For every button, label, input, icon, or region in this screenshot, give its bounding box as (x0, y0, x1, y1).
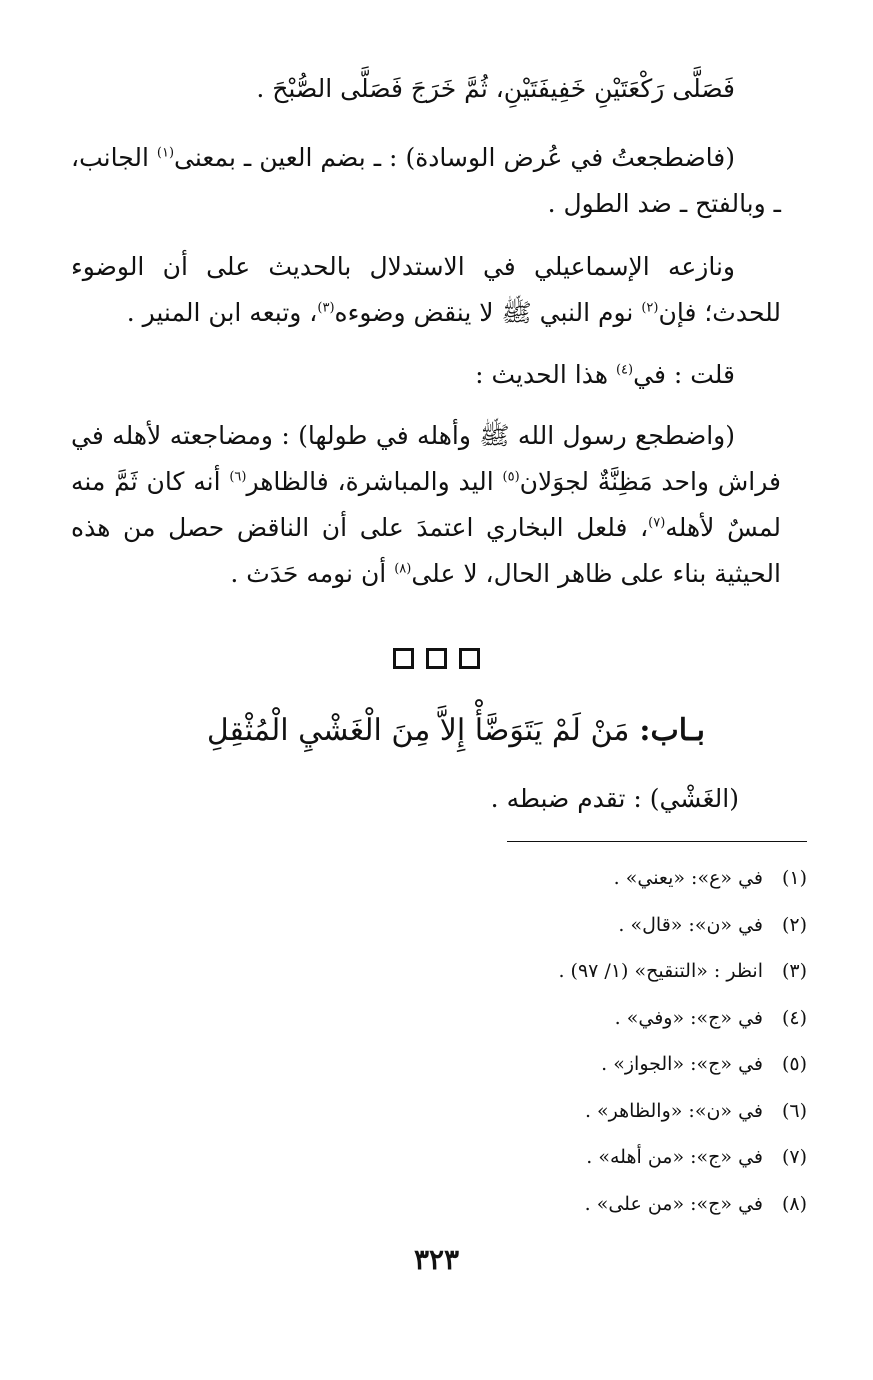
square-ornament-icon (459, 648, 480, 669)
commentary-text: أنه كان ثَمَّ منه لمسٌ لأهله (71, 467, 782, 542)
hadith-text: فَصَلَّى رَكْعَتَيْنِ خَفِيفَتَيْنِ، ثُمَّ خَرَجَ فَصَلَّى الصُّبْحَ . (256, 74, 735, 103)
page-number: ٣٢٣ (413, 1243, 460, 1276)
commentary-text: نوم النبي ﷺ لا ينقض وضوءه (334, 298, 642, 327)
footnote-number: (٦) (781, 1099, 807, 1122)
footnote-number: (٤) (781, 1006, 807, 1029)
commentary-text: هذا الحديث : (475, 360, 616, 389)
footnote-item (407, 948, 807, 995)
footnotes-list (407, 855, 807, 1227)
footnote-item (407, 1088, 807, 1135)
footnote-number: (٧) (781, 1146, 807, 1168)
footnote-number: (٨) (781, 1192, 807, 1215)
footnote-item (407, 1041, 807, 1088)
footnote-text: في «ج»: «من أهله» . (586, 1146, 763, 1168)
footnote-item (407, 855, 807, 902)
ghashy-note: (الغَشْي) : تقدم ضبطه . (490, 784, 739, 813)
chapter-heading (207, 706, 705, 756)
commentary-text: الجانب، ـ وبالفتح ـ ضد الطول . (71, 143, 781, 218)
footnote-number: (٥) (781, 1053, 807, 1075)
footnote-mark: (٦) (229, 469, 247, 485)
commentary-paragraph-3 (71, 352, 781, 398)
footnote-text: في «ج»: «من على» . (584, 1192, 763, 1215)
footnote-mark: (٧) (648, 515, 666, 531)
footnote-mark: (٨) (394, 561, 412, 577)
chapter-label: بـاب: (639, 713, 705, 748)
footnote-mark: (٢) (641, 300, 659, 316)
footnote-text: في «ع»: «يعني» . (613, 867, 763, 889)
footnote-mark: (١) (156, 145, 175, 161)
commentary-text: قلت : في (633, 360, 735, 389)
section-separator (0, 648, 873, 673)
footnote-mark: (٥) (502, 469, 520, 485)
commentary-text: (فاضطجعتُ في عُرض الوسادة) : ـ بضم العين ـ بمعنى (174, 143, 735, 172)
footnote-text: انظر : «التنقيح» (١/ ٩٧) . (558, 960, 763, 982)
commentary-text: (واضطجع رسول الله ﷺ وأهله في طولها) : ومضاجعته لأهله في فراش واحد مَظِنَّةٌ لجوَلان (71, 421, 781, 496)
commentary-paragraph-4 (71, 413, 781, 597)
footnote-item (407, 1181, 807, 1228)
footnote-text: في «ن»: «والظاهر» . (584, 1099, 763, 1122)
footnote-item (407, 902, 807, 949)
commentary-text: ، فلعل البخاري اعتمدَ على أن الناقض حصل من هذه الحيثية بناء على ظاهر الحال، لا على (71, 513, 781, 588)
footnote-item (407, 1134, 807, 1181)
commentary-text: اليد والمباشرة، فالظاهر (246, 467, 503, 496)
chapter-title: مَنْ لَمْ يَتَوَضَّأْ إِلاَّ مِنَ الْغَشْيِ الْمُثْقِلِ (206, 713, 630, 748)
square-ornament-icon (393, 648, 414, 669)
commentary-text: ونازعه الإسماعيلي في الاستدلال بالحديث على أن الوضوء للحدث؛ فإن (71, 252, 781, 327)
footnote-number: (٢) (781, 913, 807, 936)
hadith-text-line (71, 66, 781, 112)
commentary-text: ، وتبعه ابن المنير . (126, 298, 318, 327)
commentary-paragraph-1 (71, 135, 781, 227)
square-ornament-icon (426, 648, 447, 669)
footnote-number: (١) (781, 867, 807, 889)
commentary-text: أن نومه حَدَث . (230, 559, 395, 588)
footnote-mark: (٤) (615, 362, 634, 378)
footnote-text: في «ن»: «قال» . (618, 913, 763, 936)
footnote-text: في «ج»: «وفي» . (614, 1006, 763, 1029)
commentary-paragraph-2 (71, 244, 781, 336)
footnote-item (407, 995, 807, 1042)
footnote-text: في «ج»: «الجواز» . (601, 1053, 763, 1075)
footnote-mark: (٣) (317, 300, 335, 316)
footnote-divider (507, 841, 807, 842)
footnote-number: (٣) (781, 960, 807, 982)
